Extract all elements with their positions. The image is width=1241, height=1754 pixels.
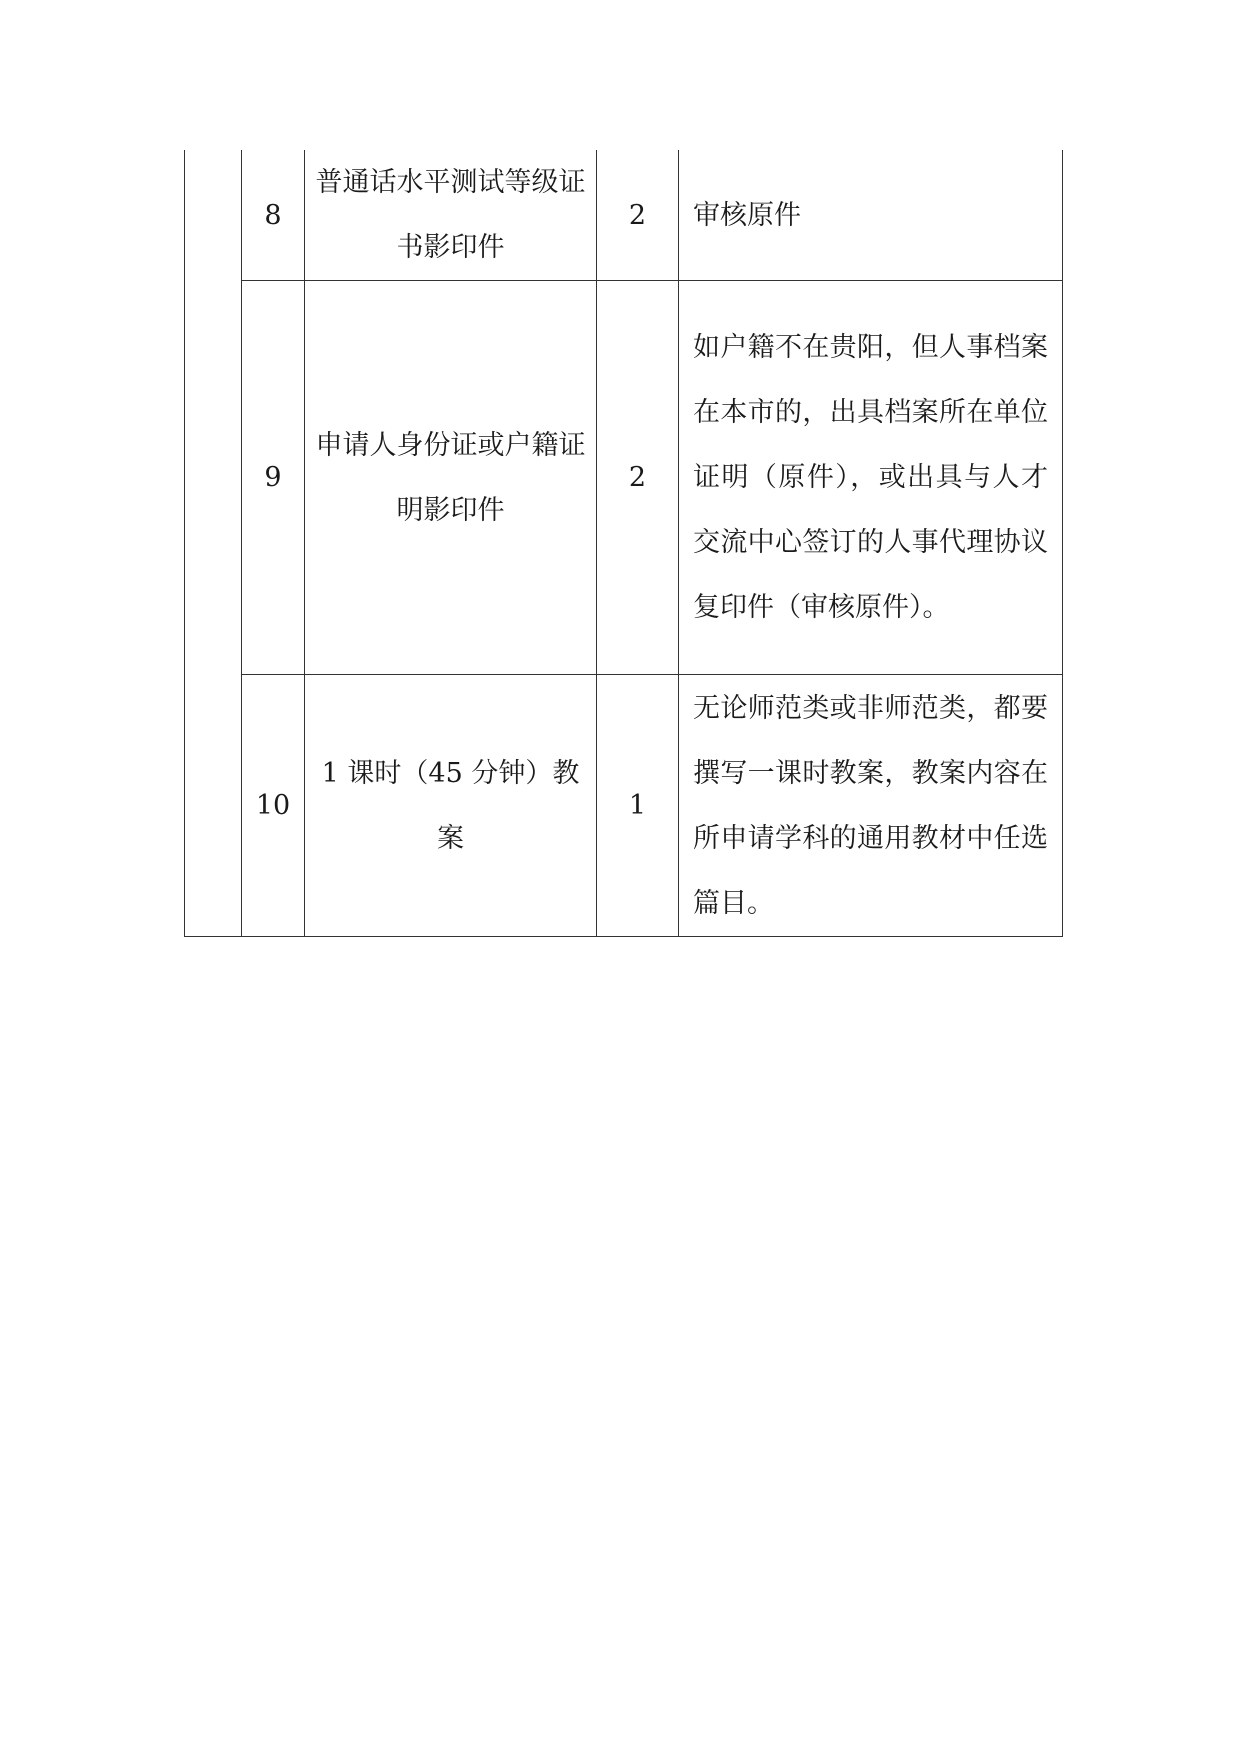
materials-table (184, 150, 1063, 937)
item-number: 8 (242, 150, 305, 281)
copies-count: 2 (597, 150, 679, 281)
document-name: 申请人身份证或户籍证明影印件 (305, 281, 597, 675)
note-cell (679, 150, 1063, 281)
document-name: 普通话水平测试等级证书影印件 (305, 150, 597, 281)
note-cell (679, 281, 1063, 675)
copies-count: 2 (597, 281, 679, 675)
table-row (185, 150, 1063, 281)
note-cell (679, 675, 1063, 937)
note-text: 无论师范类或非师范类，都要撰写一课时教案，教案内容在所申请学科的通用教材中任选篇目。 (693, 692, 1048, 919)
copies-count: 1 (597, 675, 679, 937)
category-cell (185, 150, 242, 937)
note-text: 如户籍不在贵阳，但人事档案在本市的，出具档案所在单位证明（原件），或出具与人才交流中心签订的人事代理协议复印件（审核原件）。 (693, 332, 1048, 623)
table-row (185, 675, 1063, 937)
item-number: 10 (242, 675, 305, 937)
document-name: 1 课时（45 分钟）教案 (305, 675, 597, 937)
note-text: 审核原件 (693, 199, 801, 231)
item-number: 9 (242, 281, 305, 675)
table-row (185, 281, 1063, 675)
